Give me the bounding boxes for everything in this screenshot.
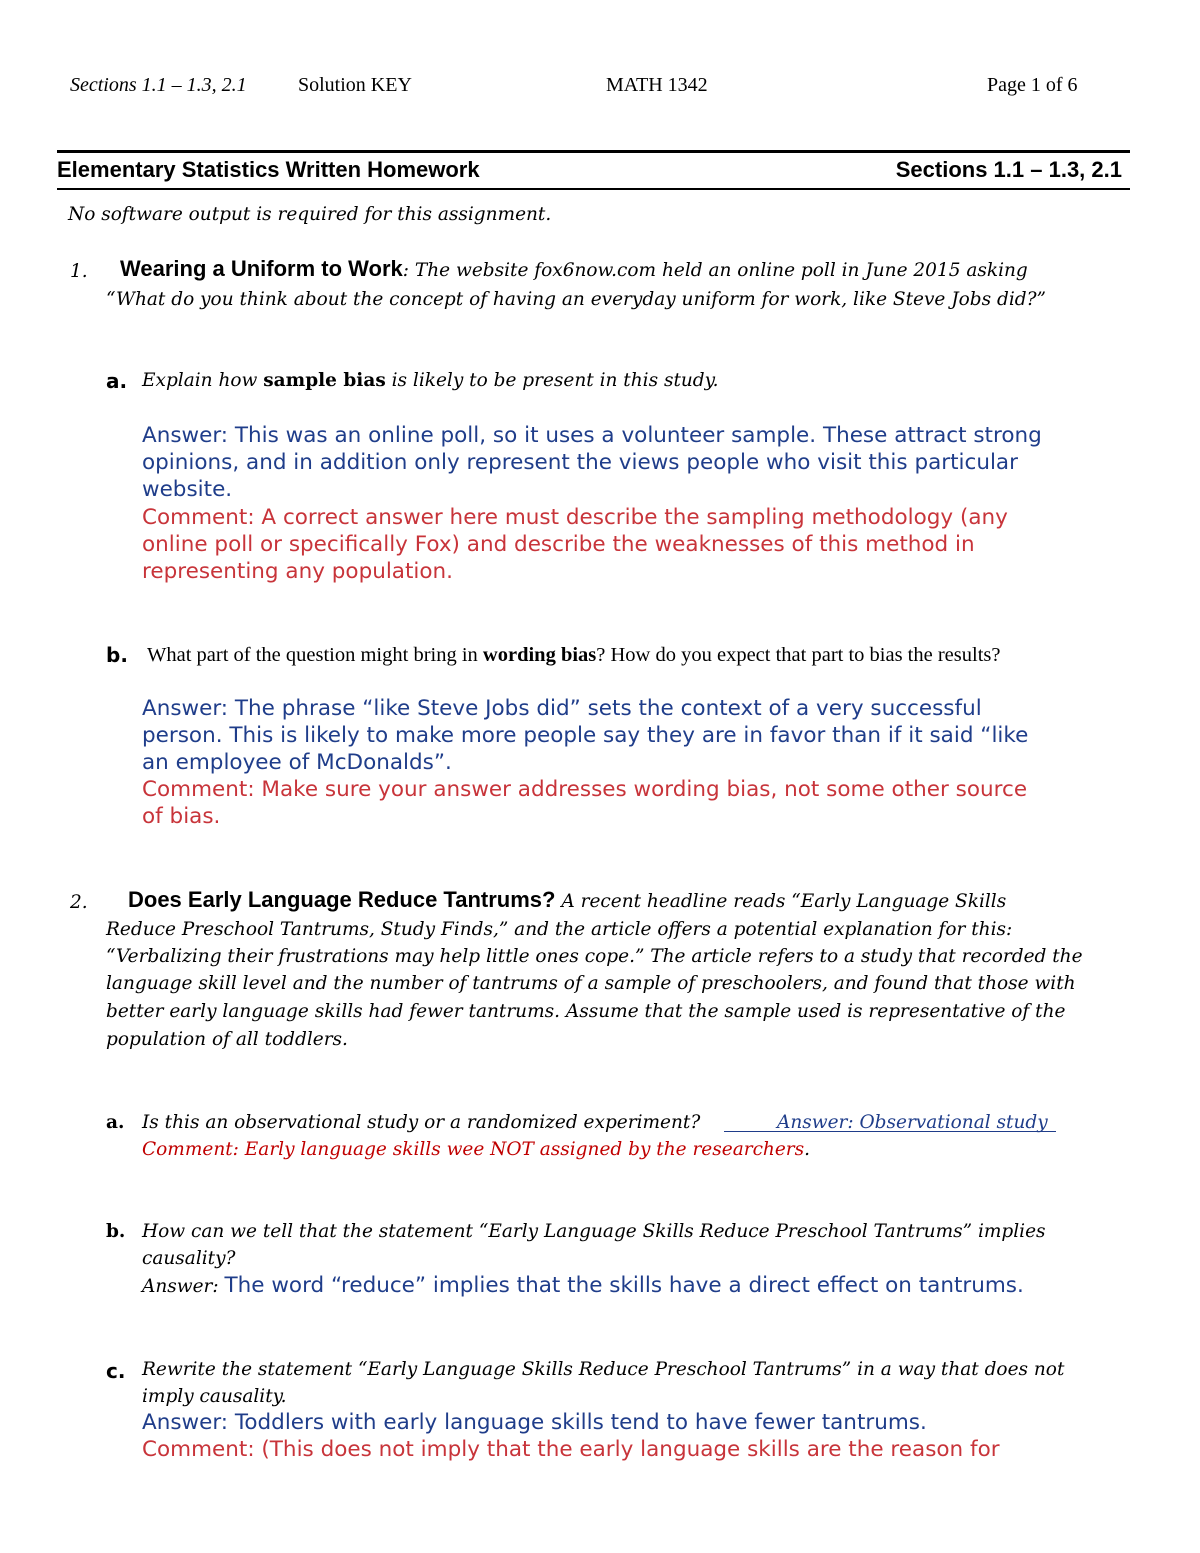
q1b-answer-line-2: person. This is likely to make more people say they are in favor than if it said “like [142, 723, 1029, 748]
q2-intro-line-1 [128, 887, 1006, 913]
q1a-answer-line-3: website. [142, 477, 233, 502]
q2c-question-line-1: Rewrite the statement “Early Language Skills Reduce Preschool Tantrums” in a way that does not [142, 1359, 1065, 1380]
q2b-question-line-2: causality? [142, 1248, 236, 1269]
q1-intro-text: : The website fox6now.com held an online poll in June 2015 asking [402, 260, 1028, 281]
q1-intro-line-2: “What do you think about the concept of having an everyday uniform for work, like Steve Jobs did?” [106, 289, 1047, 310]
q1b-answer-line-1: Answer: The phrase “like Steve Jobs did” sets the context of a very successful [142, 696, 982, 721]
q2a-answer: Answer: Observational study [777, 1112, 1048, 1133]
q1a-question-pre: Explain how [142, 370, 264, 391]
q1b-question [147, 644, 1000, 667]
q1a-answer-line-1: Answer: This was an online poll, so it uses a volunteer sample. These attract strong [142, 423, 1042, 448]
q2c-question-line-2: imply causality. [142, 1386, 287, 1407]
q1b-answer-line-3: an employee of McDonalds”. [142, 750, 452, 775]
q2b-answer-text: The word “reduce” implies that the skills have a direct effect on tantrums. [224, 1273, 1024, 1298]
q1a-question [142, 370, 719, 391]
q2c-answer: Answer: Toddlers with early language skills tend to have fewer tantrums. [142, 1410, 927, 1435]
q2c-comment: Comment: (This does not imply that the early language skills are the reason for [142, 1437, 1000, 1462]
q1b-comment-line-2: of bias. [142, 804, 221, 829]
q2-intro-line-2: Reduce Preschool Tantrums, Study Finds,” and the article offers a potential explanation for this: [106, 919, 1013, 940]
q1a-comment-line-2: online poll or specifically Fox) and describe the weaknesses of this method in [142, 532, 975, 557]
q2a-question: Is this an observational study or a randomized experiment? [142, 1112, 701, 1133]
q2a-comment-text: Comment: Early language skills wee NOT assigned by the researchers [142, 1139, 805, 1160]
q2b-question-line-1: How can we tell that the statement “Early Language Skills Reduce Preschool Tantrums” implies [142, 1221, 1046, 1242]
q1a-comment-line-3: representing any population. [142, 559, 454, 584]
q2-intro-line-6: population of all toddlers. [106, 1029, 348, 1050]
header-sections: Sections 1.1 – 1.3, 2.1 [70, 74, 247, 96]
q1a-answer-line-2: opinions, and in addition only represent the views people who visit this particular [142, 450, 1018, 475]
page-title: Elementary Statistics Written Homework [57, 157, 480, 182]
q2b-label: b. [106, 1221, 126, 1242]
q1-number: 1. [70, 261, 88, 282]
q2-heading: Does Early Language Reduce Tantrums? [128, 887, 556, 912]
q1b-question-post: ? How do you expect that part to bias the results? [596, 644, 1001, 666]
q1a-comment-line-1: Comment: A correct answer here must describe the sampling methodology (any [142, 505, 1008, 530]
title-rule-bottom [57, 188, 1130, 190]
title-rule-top [57, 150, 1130, 153]
q1b-comment-line-1: Comment: Make sure your answer addresses wording bias, not some other source [142, 777, 1028, 802]
q1a-question-bold: sample bias [263, 370, 386, 391]
q2a-comment-period: . [804, 1139, 811, 1160]
q2a-label: a. [106, 1112, 125, 1133]
q2-intro-line-4: language skill level and the number of tantrums of a sample of preschoolers, and found that those with [106, 973, 1076, 994]
header-course: MATH 1342 [606, 74, 708, 96]
q2-intro-line-5: better early language skills had fewer tantrums. Assume that the sample used is representative of the [106, 1001, 1066, 1022]
q1-intro-line-1 [120, 256, 1028, 282]
q2c-label: c. [106, 1359, 126, 1383]
q2-intro-first: A recent headline reads “Early Language Skills [555, 891, 1007, 912]
q1b-question-pre: What part of the question might bring in [147, 644, 483, 666]
header-solution-key: Solution KEY [298, 74, 412, 96]
title-sections: Sections 1.1 – 1.3, 2.1 [895, 157, 1122, 182]
q2b-answer [142, 1273, 1024, 1298]
q1a-question-post: is likely to be present in this study. [385, 370, 719, 391]
header-page-number: Page 1 of 6 [987, 74, 1078, 96]
q2a-comment [142, 1139, 810, 1160]
q1b-question-bold: wording bias [482, 644, 597, 666]
q2-number: 2. [70, 892, 88, 913]
assignment-note: No software output is required for this assignment. [68, 204, 552, 225]
q1b-label: b. [106, 643, 128, 667]
q2b-answer-prefix: Answer: [142, 1276, 225, 1297]
q2-intro-line-3: “Verbalizing their frustrations may help little ones cope.” The article refers to a study that recorded the [106, 946, 1083, 967]
q1-heading: Wearing a Uniform to Work [120, 256, 403, 281]
q1a-label: a. [106, 369, 128, 393]
